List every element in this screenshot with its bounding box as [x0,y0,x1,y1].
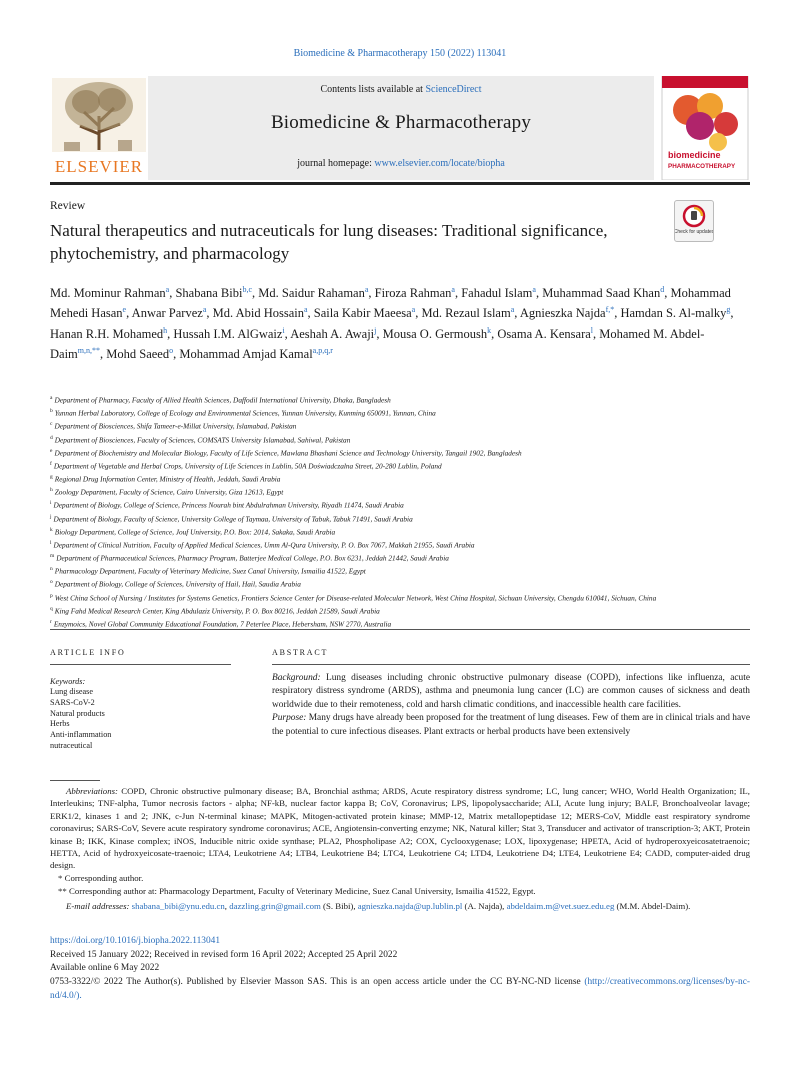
contents-line [148,84,654,95]
keyword: Anti-inflammation [50,730,112,739]
affiliation-marker: i [50,500,52,507]
affiliation-marker: h [50,487,53,494]
author[interactable] [213,306,308,320]
affiliation-text: Department of Biology, College of Science, Princess Nourah bint Abdulrahman University, Riyadh 11474, Saudi Arabia [53,500,404,510]
affiliation [50,459,750,472]
author[interactable] [520,306,614,320]
email-owner: (S. Bibi), [320,901,358,911]
affiliation-text: Department of Biosciences, Shifa Tameer-e-Millat University, Islamabad, Pakistan [54,421,297,431]
author-name: Mousa O. Germoush [382,326,488,341]
affiliation-marker: p [50,592,53,599]
affiliation-text: Department of Biology, College of Sciences, University of Hail, Hail, Saudia Arabia [54,579,301,589]
affiliation-marker: b [50,408,53,415]
keyword: Natural products [50,708,105,718]
affiliation [50,419,750,432]
check-updates-icon [675,201,713,241]
author[interactable] [383,327,492,341]
author-affiliation-marker[interactable]: o [169,345,174,355]
author[interactable] [175,286,252,300]
author[interactable] [620,306,730,320]
check-for-updates-button[interactable] [674,200,714,242]
author[interactable] [132,306,207,320]
author-name: Aeshah A. Awaji [290,326,375,341]
email-link[interactable]: abdeldaim.m@vet.suez.edu.eg [506,901,615,911]
purpose-text: Many drugs have already been proposed for the treatment of lung diseases. Few of them are in clinical trials and have the potential to cure infectious diseases. Plant extracts or herbal products have been extensively [272,713,750,737]
homepage-link[interactable]: www.elsevier.com/locate/biopha [374,158,505,169]
author-affiliation-marker[interactable]: m,n,** [77,345,101,355]
abstract-body [272,672,750,739]
author[interactable] [50,327,167,341]
article-info-rule [50,664,231,665]
affiliation-marker: l [50,539,52,546]
affiliation-text: Pharmacology Department, Faculty of Veterinary Medicine, Suez Canal University, Ismailia 41522, Egypt [54,566,366,576]
affiliation-marker: j [50,513,52,520]
purpose-label: Purpose: [272,713,307,724]
affiliation-marker: r [50,618,52,625]
footnote-rule [50,780,100,781]
corresponding-author-address: ** Corresponding author at: Pharmacology Department, Faculty of Veterinary Medicine, Suez Canal University, Ismailia 41522, Egypt. [58,886,536,896]
author-name: Mohammad Mehedi Hasan [50,286,731,321]
affiliation-marker: m [50,553,55,560]
affiliation-text: Department of Pharmacy, Faculty of Allied Health Sciences, Daffodil International University, Dhaka, Bangladesh [54,395,391,405]
affiliation [50,485,750,498]
cover-thumbnail [658,76,750,180]
elsevier-tree-icon [50,76,148,180]
author[interactable] [173,327,284,341]
author-name: Mohammad Amjad Kamal [179,346,313,361]
affiliation-text: Department of Biology, Faculty of Science, University College of Taymaa, University of Tabuk, Tabuk 71491, Saudi Arabia [53,513,413,523]
author-name: Mohd Saeed [106,346,170,361]
author-affiliation-marker[interactable]: i [282,325,285,335]
affiliation-text: Department of Biochemistry and Molecular Biology, Faculty of Life Science, Mawlana Bhashani Science and Technology University, Tangail 1902, Bangladesh [54,448,522,458]
author-name: Mohamed M. Abdel-Daim [50,326,705,361]
author-affiliation-marker[interactable]: d [660,284,665,294]
affiliation-marker: q [50,605,53,612]
author-affiliation-marker[interactable]: a [202,305,207,315]
author-name: Md. Abid Hossain [212,306,304,321]
author-affiliation-marker[interactable]: a [165,284,170,294]
author-affiliation-marker[interactable]: b,c [242,284,253,294]
article-type: Review [50,200,86,212]
author-affiliation-marker[interactable]: a [451,284,455,294]
abbreviations-text: COPD, Chronic obstructive pulmonary disease; BA, Bronchial asthma; ARDS, Acute respiratory distress syndrome; LC, lung cancer; WHO, World Health Organization; IL, Interleukins; TNF-alpha, Tumor necrosis factors - alpha; NF-kB, nuclear factor kappa B; CoV, Coronavirus; LPS, lipopolysaccharide; ALI, Acute lung injury; BALF, Bronchoalveolar lavage; ERK1/2, kinases 1 and 2; JNK, c-Jun N-terminal kinase; MAPK, Mitogen-activated protein kinase; MMP-12, Matrix metallopeptidase 12; MERS-CoV, Middle east respiratory syndrome coronavirus; SARS-CoV, Severe acute respiratory syndrome coronavirus; ACE, Angiotensin-converting enzyme; NK, Natural killer; Stat 3, Transducer and activator of transcription-3; AKT, Protein kinase B; IKK, Kinase complex; iNOS, Inducible nitric oxide synthase; PLA2, Phospholipase A2; COX, Cyclooxygenase; LOX, lipoxygenase; HPETA, Acid of hydroperoxyeicosatetraenoic; HETTA, Acid of hydroxyeicosate-traenoic; LTA4, Leukotriene A4; LTB4, Leukotriene B4; LTC4, Leukotriene C4; LTD4, Leukotriene D4; LTE4, Leukotriene E4; CADD, computer-aided drug design. [50,786,750,871]
affiliation-marker: n [50,566,53,573]
affiliation-marker: e [50,447,53,454]
affiliation-marker: f [50,460,52,467]
author-affiliation-marker[interactable]: j [374,325,377,335]
affiliation-marker: a [50,395,53,401]
author-name: Fahadul Islam [461,286,533,300]
author-name: Md. Saidur Rahaman [258,286,365,300]
affiliation [50,551,750,564]
email-owner: (M.M. Abdel-Daim). [616,901,691,911]
author[interactable] [290,327,376,341]
cover-title-2: PHARMACOTHERAPY [668,163,736,170]
author[interactable] [375,286,455,300]
affiliation-text: Enzymoics, Novel Global Community Educational Foundation, 7 Peterlee Place, Hebersham, NSW 2770, Australia [53,619,392,629]
article-info-heading: ARTICLE INFO [50,648,126,657]
affiliation-marker: g [50,474,53,481]
author-name: Agnieszka Najda [519,306,606,321]
email-link[interactable]: shabana_bibi@ynu.edu.cn [131,901,225,911]
author[interactable] [421,306,514,320]
affiliation [50,393,750,406]
author-name: Saila Kabir Maeesa [313,306,412,321]
keyword: Herbs [50,719,70,729]
author-name: Osama A. Kensara [497,326,591,341]
affiliation [50,472,750,485]
email-addresses: E-mail addresses: shabana_bibi@ynu.edu.cn, dazzling.grin@gmail.com (S. Bibi), agnieszka.najda@up.lublin.pl (A. Najda), abdeldaim.m@vet.suez.edu.eg (M.M. Abdel-Daim). [66,901,691,911]
available-online: Available online 6 May 2022 [50,963,160,973]
cover-title-1: biomedicine [668,150,721,160]
affiliation-text: Regional Drug Information Center, Ministry of Health, Jeddah, Saudi Arabia [54,474,281,484]
journal-name[interactable]: Biomedicine & Pharmacotherapy [270,112,532,133]
keyword: SARS-CoV-2 [50,697,95,707]
affiliation-marker: d [50,434,53,441]
running-head[interactable]: Biomedicine & Pharmacotherapy 150 (2022) 113041 [293,48,507,59]
affiliation [50,525,750,538]
author-name: Hamdan S. Al-malky [620,306,727,321]
author-list: Md. Mominur Rahman$^a$, Shabana Bibi$^{b,c}$, Md. Saidur Rahaman$^a$, Firoza Rahman$^a$, Fahadul Islam$^a$, Muhammad Saad Khan$^d$, Mohammad Mehedi Hasan$^e$, Anwar Parvez$^a$, Md. Abid Hossain$^a$, Saila Kabir Maeesa$^a$, Md. Rezaul Islam$^a$, Agnieszka Najda$^{f,*}$, Hamdan S. Al-malky$^g$, Hanan R.H. Mohamed$^h$, Hussah I.M. AlGwaiz$^i$, Aeshah A. Awaji$^j$, Mousa O. Germoush$^k$, Osama A. Kensara$^l$, Mohamed M. Abdel-Daim$^{m,n,**}$, Mohd Saeed$^o$, Mohammad Amjad Kamal$^{a,p,q,r}$ [50,284,734,361]
corresponding-author-note: * Corresponding author. [58,873,144,883]
author[interactable] [461,286,536,300]
author-affiliation-marker[interactable]: a,p,q,r [312,345,333,355]
author[interactable] [50,286,169,300]
author[interactable] [106,347,173,361]
author-affiliation-marker[interactable]: f,* [605,305,615,315]
affiliation-text: Department of Clinical Nutrition, Faculty of Applied Medical Sciences, Umm Al-Qura University, P. O. Box 7067, Makkah 21955, Saudi Arabia [53,540,475,550]
author-affiliation-marker[interactable]: l [590,325,594,335]
affiliation-text: Zoology Department, Faculty of Science, Cairo University, Giza 12613, Egypt [54,487,284,497]
elsevier-logo[interactable] [50,76,148,180]
author-name: Hussah I.M. AlGwaiz [173,326,283,341]
background-label: Background: [272,673,321,683]
author[interactable] [258,286,368,300]
abstract-rule [272,664,750,665]
license-link[interactable]: (http://creativecommons.org/licenses/by-nc-nd/4.0/). [50,977,751,1001]
keywords-label: Keywords: [50,677,86,686]
contents-prefix: Contents lists available at [320,84,426,95]
author-name: Muhammad Saad Khan [542,286,661,300]
keyword: nutraceutical [50,740,93,750]
homepage-line [148,158,654,169]
abstract-heading: ABSTRACT [272,648,329,657]
affiliation-text: King Fahd Medical Research Center, King Abdulaziz University, P. O. Box 80216, Jeddah 21589, Saudi Arabia [54,606,380,616]
section-rule [50,629,750,630]
journal-banner [50,76,750,180]
license-text: 0753-3322/© 2022 The Author(s). Published by Elsevier Masson SAS. This is an open access article under the CC BY-NC-ND license [50,977,581,987]
affiliation-text: Biology Department, College of Science, Jouf University, P.O. Box: 2014, Sakaka, Saudi Arabia [54,527,336,537]
author-affiliation-marker[interactable]: a [364,284,369,294]
affiliation-text: West China School of Nursing / Institutes for Systems Genetics, Frontiers Science Center for Disease-related Molecular Network, West China Hospital, Sichuan University, Chengdu 610041, Sichuan, China [54,593,657,602]
affiliation [50,446,750,459]
author-name: Md. Mominur Rahman [50,286,166,300]
email-link[interactable]: dazzling.grin@gmail.com [229,901,321,911]
author[interactable] [314,306,415,320]
affiliation-marker: k [50,526,53,533]
author[interactable] [497,327,593,341]
homepage-prefix: journal homepage: [297,158,375,169]
author[interactable] [179,347,333,361]
affiliation-marker: c [50,421,53,428]
journal-masthead [148,76,654,180]
author-name: Shabana Bibi [175,286,243,300]
header-rule [50,182,750,185]
author-affiliation-marker[interactable]: k [487,325,492,335]
sciencedirect-link[interactable]: ScienceDirect [425,84,482,95]
author-name: Hanan R.H. Mohamed [50,326,164,341]
affiliation [50,498,750,511]
affiliation-marker: o [50,579,53,586]
article-title: Natural therapeutics and nutraceuticals for lung diseases: Traditional significance, phytochemistry, and pharmacology [50,221,608,263]
email-link[interactable]: agnieszka.najda@up.lublin.pl [357,901,463,911]
author-name: Firoza Rahman [374,286,452,300]
received-dates: Received 15 January 2022; Received in revised form 16 April 2022; Accepted 25 April 2022 [50,950,398,960]
author-affiliation-marker[interactable]: a [411,305,416,315]
keyword: Lung disease [50,687,93,696]
affiliation-text: Department of Vegetable and Herbal Crops, University of Life Sciences in Lublin, 50A Doświadczalna Street, 20-280 Lublin, Poland [53,461,442,471]
affiliation-list [50,393,750,630]
affiliation [50,591,750,604]
keyword-list [50,687,111,752]
author-name: Md. Rezaul Islam [421,306,511,321]
author-affiliation-marker[interactable]: e [122,305,127,315]
doi-link[interactable]: https://doi.org/10.1016/j.biopha.2022.113041 [50,936,221,946]
author-affiliation-marker[interactable]: h [163,325,168,335]
affiliation [50,577,750,590]
affiliation [50,406,750,419]
email-owner: (A. Najda), [462,901,507,911]
author-affiliation-marker[interactable]: a [532,284,536,294]
abbreviations-footnote [50,785,750,872]
author-affiliation-marker[interactable]: a [510,305,515,315]
publisher-name: ELSEVIER [54,157,144,176]
background-text: Lung diseases including chronic obstructive pulmonary disease (COPD), infections like influenza, acute respiratory distress syndrome (ARDS), asthma and pneumonia lung cancer (LC) are common causes of sickness and death worldwide due to their remoteness, cold and harsh climatic conditions, and inaccessible health care facilities. [272,673,750,710]
author[interactable] [542,286,664,300]
affiliation [50,538,750,551]
affiliation [50,512,750,525]
author-affiliation-marker[interactable]: g [726,305,731,315]
email-label: E-mail addresses: [66,901,130,911]
affiliation-text: Department of Biosciences, Faculty of Sciences, COMSATS University Islamabad, Sahiwal, Pakistan [54,434,351,444]
affiliation [50,604,750,617]
journal-cover[interactable] [658,76,750,180]
affiliation [50,564,750,577]
author-name: Anwar Parvez [131,306,203,321]
abbreviations-label: Abbreviations: [66,786,118,796]
affiliation-text: Yunnan Herbal Laboratory, College of Ecology and Environmental Sciences, Yunnan University, Kunming 650091, Yunnan, China [54,408,436,418]
affiliation [50,433,750,446]
license-statement [50,976,750,1003]
author-affiliation-marker[interactable]: a [303,305,308,315]
check-updates-label: Check for updates [675,229,713,235]
affiliation-text: Department of Pharmaceutical Sciences, Pharmacy Program, Batterjee Medical College, P.O. Box 6231, Jeddah 21442, Saudi Arabia [56,553,449,563]
